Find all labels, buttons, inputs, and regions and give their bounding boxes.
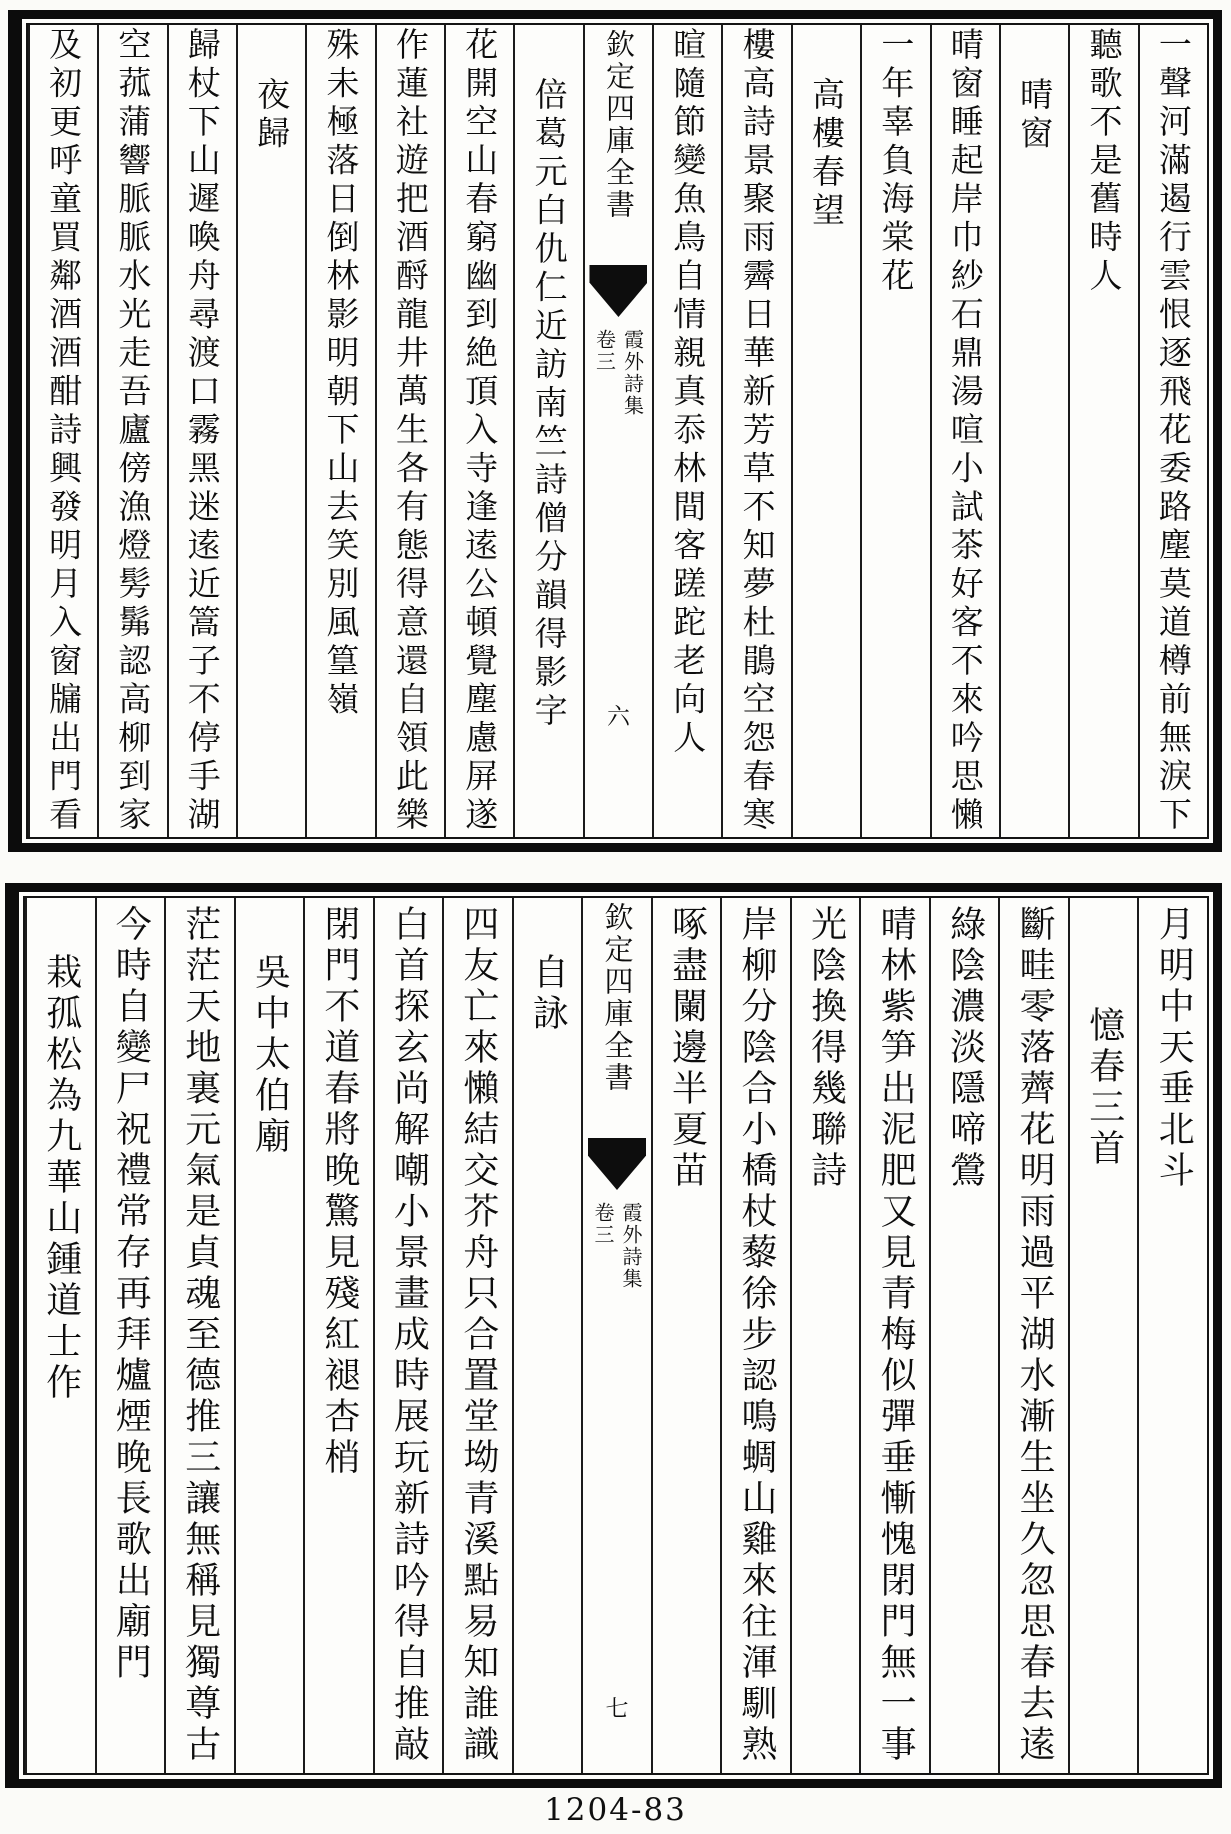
poem-verse-text: 及初更呼童買鄰酒酒酣詩興發明月入窗牖出門看 bbox=[44, 27, 84, 836]
poem-title-column bbox=[234, 898, 304, 1773]
poem-verse-text: 樓高詩景聚雨霽日華新芳草不知夢杜鵑空怨春寒 bbox=[737, 27, 777, 836]
poem-verse-column bbox=[95, 898, 165, 1773]
poem-verse-column bbox=[1137, 898, 1207, 1773]
spine-subtitles bbox=[590, 1202, 643, 1290]
spine-chapter-label: 卷三 bbox=[592, 329, 617, 373]
poem-verse-text: 暄隨節變魚鳥自情親真忝林間客蹉跎老向人 bbox=[668, 27, 708, 759]
poem-verse-text: 聽歌不是舊時人 bbox=[1084, 27, 1124, 297]
spine-series-title: 欽定四庫全書 bbox=[600, 902, 635, 1094]
page-bottom-frame bbox=[23, 896, 1209, 1775]
folio-number: 六 bbox=[606, 704, 630, 730]
poem-title-column bbox=[791, 25, 860, 837]
page-top-columns bbox=[28, 25, 1207, 837]
spine-column bbox=[581, 898, 651, 1773]
poem-verse-column bbox=[860, 25, 929, 837]
poem-verse-column bbox=[721, 25, 790, 837]
poem-verse-text: 空菰蒲響脈脈水光走吾廬傍漁燈髣髴認高柳到家 bbox=[113, 27, 153, 836]
poem-verse-column bbox=[859, 898, 929, 1773]
poem-verse-text: 光陰換得幾聯詩 bbox=[805, 905, 847, 1192]
poem-verse-column bbox=[1068, 25, 1137, 837]
poem-verse-column bbox=[444, 25, 513, 837]
poem-verse-text: 茫茫天地裏元氣是貞魂至德推三讓無稱見獨尊古 bbox=[179, 905, 221, 1766]
poem-title-column bbox=[513, 25, 582, 837]
poem-title-column bbox=[236, 25, 305, 837]
poem-title-column bbox=[1068, 898, 1138, 1773]
poem-title-text: 吳中太伯廟 bbox=[249, 953, 291, 1158]
poem-verse-text: 晴窗睡起岸巾紗石鼎湯喧小試茶好客不來吟思懶 bbox=[945, 27, 985, 836]
poem-title-text: 晴窗 bbox=[1015, 77, 1055, 154]
poem-verse-column bbox=[28, 25, 97, 837]
poem-verse-column bbox=[303, 898, 373, 1773]
poem-verse-text: 晴林紫笋出泥肥又見青梅似彈垂慚愧閉門無一事 bbox=[875, 905, 917, 1766]
poem-title-text: 自詠 bbox=[527, 953, 569, 1035]
spine-collection-title: 霞外詩集 bbox=[620, 329, 645, 417]
poem-verse-column bbox=[442, 898, 512, 1773]
page-bottom bbox=[5, 883, 1222, 1788]
poem-verse-text: 白首探玄尚解嘲小景畫成時展玩新詩吟得自推敲 bbox=[388, 905, 430, 1766]
poem-verse-column bbox=[720, 898, 790, 1773]
plate-number: 1204-83 bbox=[544, 1792, 687, 1828]
poem-verse-text: 綠陰濃淡隱啼鶯 bbox=[944, 905, 986, 1192]
poem-verse-text: 歸杖下山遲喚舟尋渡口霧黑迷逺近篙子不停手湖 bbox=[182, 27, 222, 836]
poem-verse-text: 殊未極落日倒林影明朝下山去笑別風篁嶺 bbox=[321, 27, 361, 720]
poem-verse-text: 今時自變尸祝禮常存再拜爐煙晚長歌出廟門 bbox=[110, 905, 152, 1684]
poem-verse-text: 岸柳分陰合小橋杖藜徐步認鳴蜩山雞來往渾馴熟 bbox=[736, 905, 778, 1766]
poem-verse-column bbox=[651, 898, 721, 1773]
page-top-frame bbox=[26, 23, 1209, 839]
poem-verse-column bbox=[1138, 25, 1207, 837]
spine-subtitles bbox=[592, 329, 645, 417]
poem-title-text: 憶春三首 bbox=[1083, 1006, 1125, 1170]
poem-verse-text: 啄盡闌邊半夏苗 bbox=[666, 905, 708, 1192]
poem-title-column bbox=[25, 898, 95, 1773]
poem-title-text: 高樓春望 bbox=[807, 77, 847, 231]
poem-verse-column bbox=[929, 898, 999, 1773]
poem-verse-column bbox=[97, 25, 166, 837]
spine-chapter-label: 卷三 bbox=[590, 1202, 615, 1246]
folio-number: 七 bbox=[605, 1696, 629, 1722]
poem-title-column bbox=[512, 898, 582, 1773]
poem-title-text: 夜歸 bbox=[252, 77, 292, 154]
poem-verse-column bbox=[164, 898, 234, 1773]
fishtail-ornament-icon bbox=[589, 265, 647, 317]
poem-title-column bbox=[999, 25, 1068, 837]
poem-verse-column bbox=[998, 898, 1068, 1773]
poem-verse-column bbox=[373, 898, 443, 1773]
poem-verse-text: 一年辜負海棠花 bbox=[876, 27, 916, 297]
poem-verse-column bbox=[305, 25, 374, 837]
spine-collection-title: 霞外詩集 bbox=[618, 1202, 643, 1290]
fishtail-ornament-icon bbox=[588, 1138, 646, 1190]
poem-verse-text: 月明中天垂北斗 bbox=[1153, 905, 1195, 1192]
poem-verse-column bbox=[652, 25, 721, 837]
spine-column bbox=[583, 25, 652, 837]
poem-verse-column bbox=[167, 25, 236, 837]
poem-title-text: 栽孤松為九華山鍾道士作 bbox=[40, 953, 82, 1404]
poem-verse-column bbox=[375, 25, 444, 837]
page-top bbox=[8, 10, 1222, 852]
poem-verse-text: 閉門不道春將晚驚見殘紅褪杏梢 bbox=[318, 905, 360, 1479]
page-bottom-columns bbox=[25, 898, 1207, 1773]
poem-verse-text: 斷畦零落薺花明雨過平湖水漸生坐久忽思春去逺 bbox=[1014, 905, 1056, 1766]
poem-verse-column bbox=[930, 25, 999, 837]
poem-verse-column bbox=[790, 898, 860, 1773]
poem-verse-text: 作蓮社遊把酒酹龍井萬生各有態得意還自領此樂 bbox=[390, 27, 430, 836]
poem-verse-text: 花開空山春窮幽到絶頂入寺逢逺公頓覺塵慮屏遂 bbox=[460, 27, 500, 836]
poem-title-text: 倍葛元白仇仁近訪南竺詩僧分韻得影字 bbox=[529, 77, 569, 732]
poem-verse-text: 一聲河滿遏行雲恨逐飛花委路塵莫道樽前無淚下 bbox=[1153, 27, 1193, 836]
spine-series-title: 欽定四庫全書 bbox=[601, 29, 636, 221]
poem-verse-text: 四友亡來懶結交芥舟只合置堂坳青溪點易知誰識 bbox=[457, 905, 499, 1766]
